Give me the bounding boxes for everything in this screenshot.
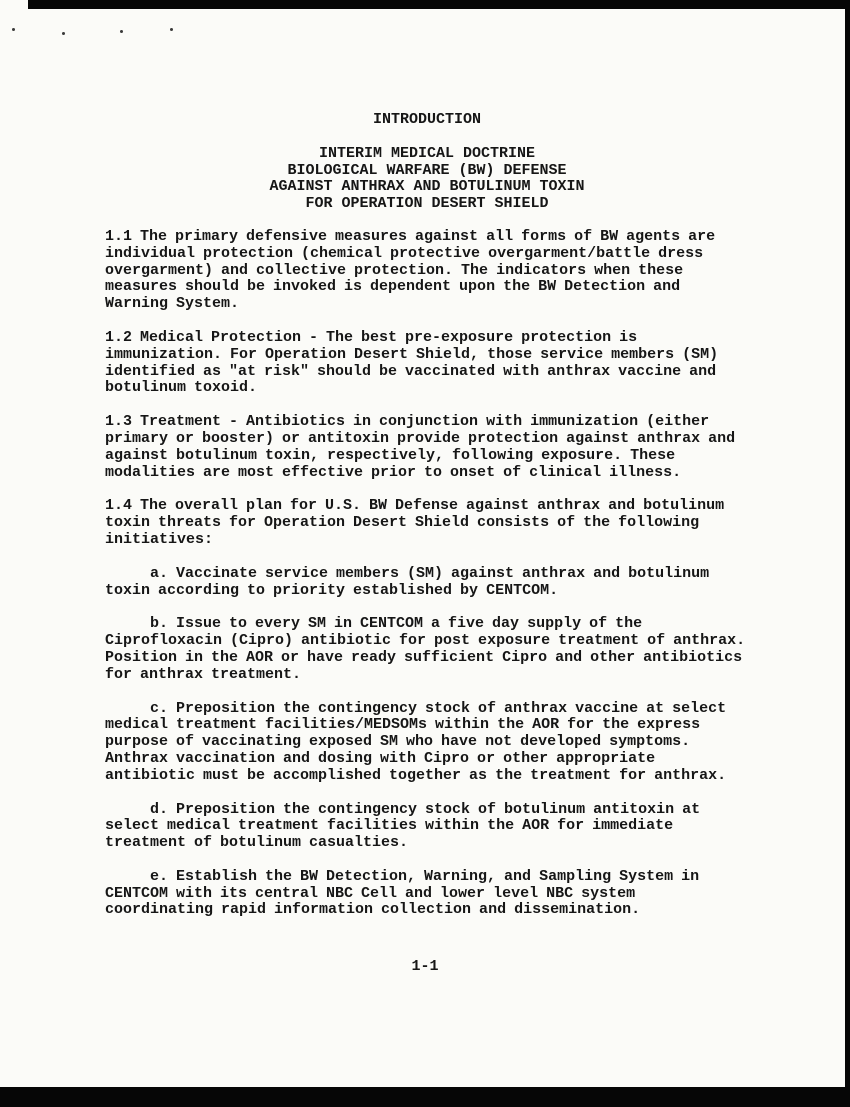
paragraph-1-3: 1.3 Treatment - Antibiotics in conjunction with immunization (either primary or booster) or antitoxin provide protection against anthrax and against botulinum toxin, respectively, following exposure. These modalities are most effective prior to onset of clinical illness. (105, 413, 736, 481)
document-title (105, 146, 749, 213)
scan-top-bar (28, 0, 850, 9)
paragraph-1-2: 1.2 Medical Protection - The best pre-exposure protection is immunization. For Operation Desert Shield, those service members (SM) identified as "at risk" should be vaccinated with anthrax vaccine and botulinum toxoid. (105, 328, 719, 397)
section-heading: INTRODUCTION (372, 111, 482, 128)
scan-speck (62, 32, 65, 35)
paragraph-1-4d: d. Preposition the contingency stock of botulinum antitoxin at select medical treatment facilities within the AOR for immediate treatment of botulinum casualties. (105, 800, 701, 852)
scan-right-bar (845, 5, 850, 1107)
title-line: BIOLOGICAL WARFARE (BW) DEFENSE (287, 161, 567, 179)
title-line: INTERIM MEDICAL DOCTRINE (318, 144, 536, 162)
paragraph-1-4c: c. Preposition the contingency stock of anthrax vaccine at select medical treatment facilities/MEDSOMs within the AOR for the express purpose of vaccinating exposed SM who have not developed symptoms. Anthrax vaccination and dosing with Cipro or other appropriate antibiotic must be accomplished together as the treatment for anthrax. (105, 699, 727, 784)
paragraph-1-4a: a. Vaccinate service members (SM) against anthrax and botulinum toxin according to priority established by CENTCOM. (105, 564, 710, 599)
scan-speck (12, 28, 15, 31)
paragraph-1-1: 1.1 The primary defensive measures against all forms of BW agents are individual protection (chemical protective overgarment/battle dress overgarment) and collective protection. The indicators when these measures should be invoked is dependent upon the BW Detection and Warning System. (105, 227, 716, 313)
scan-bottom-bar (0, 1087, 850, 1107)
scan-speck (170, 28, 173, 31)
paragraph-1-4e: e. Establish the BW Detection, Warning, and Sampling System in CENTCOM with its central NBC Cell and lower level NBC system coordinating rapid information collection and dissemination. (105, 867, 700, 919)
title-line: FOR OPERATION DESERT SHIELD (305, 195, 549, 213)
page-number: 1-1 (411, 958, 439, 975)
paragraph-1-4: 1.4 The overall plan for U.S. BW Defense against anthrax and botulinum toxin threats for Operation Desert Shield consists of the following initiatives: (105, 497, 725, 548)
title-line: AGAINST ANTHRAX AND BOTULINUM TOXIN (269, 178, 585, 196)
scan-speck (120, 30, 123, 33)
paragraph-1-4b: b. Issue to every SM in CENTCOM a five day supply of the Ciprofloxacin (Cipro) antibiotic for post exposure treatment of anthrax. Position in the AOR or have ready sufficient Cipro and other antibiotics for anthrax treatment. (105, 615, 746, 683)
document-body (105, 112, 749, 936)
